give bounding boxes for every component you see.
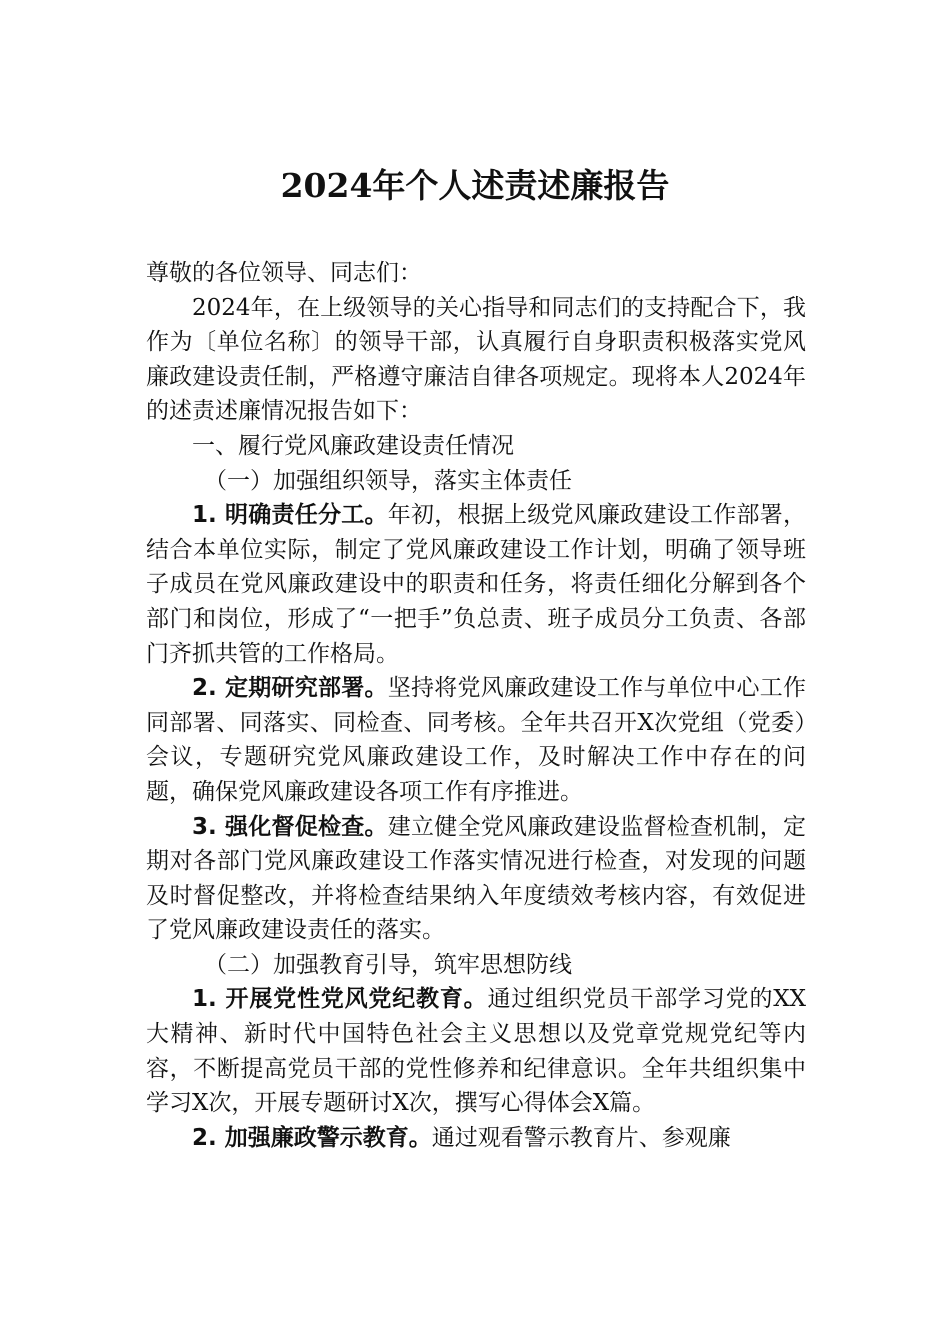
paragraph-text: 通过观看警示教育片、参观廉 (431, 1124, 731, 1151)
paragraph-text: 通过组织党员干部学习党的XX大精神、新时代中国特色社会主义思想以及党章党规党纪等内容，不断提高党员干部的党性修养和纪律意识。全年共组织集中学习X次，开展专题研讨X次，撰写心得体会X篇。 (146, 986, 806, 1117)
paragraph-lead: 2. 加强廉政警示教育。 (192, 1124, 432, 1151)
intro-paragraph: 2024年，在上级领导的关心指导和同志们的支持配合下，我作为〔单位名称〕的领导干部，认真履行自身职责积极落实党风廉政建设责任制，严格遵守廉洁自律各项规定。现将本人2024年的述责述廉情况报告如下： (146, 294, 806, 425)
paragraph-text: 坚持将党风廉政建设工作与单位中心工作同部署、同落实、同检查、同考核。全年共召开X次党组（党委）会议，专题研究党风廉政建设工作，及时解决工作中存在的问题，确保党风廉政建设各项工作有序推进。 (146, 675, 806, 805)
subsection-heading: （一）加强组织领导，落实主体责任 (204, 467, 572, 494)
paragraph-item (146, 498, 806, 671)
paragraph-lead: 1. 明确责任分工。 (192, 502, 388, 529)
paragraph-text: 建立健全党风廉政建设监督检查机制，定期对各部门党风廉政建设工作落实情况进行检查，对发现的问题及时督促整改，并将检查结果纳入年度绩效考核内容，有效促进了党风廉政建设责任的落实。 (146, 813, 806, 944)
paragraph-item (146, 1121, 806, 1156)
paragraph-lead: 3. 强化督促检查。 (192, 813, 388, 840)
paragraph-item (146, 982, 806, 1120)
document-body (146, 256, 806, 1155)
section-heading: 一、履行党风廉政建设责任情况 (192, 432, 514, 459)
paragraph-item (146, 810, 806, 948)
paragraph-text: 年初，根据上级党风廉政建设工作部署，结合本单位实际，制定了党风廉政建设工作计划，明确了领导班子成员在党风廉政建设中的职责和任务，将责任细化分解到各个部门和岗位，形成了“一把手”负总责、班子成员分工负责、各部门齐抓共管的工作格局。 (146, 502, 806, 667)
paragraph-lead: 1. 开展党性党风党纪教育。 (192, 986, 488, 1013)
subsection-heading: （二）加强教育引导，筑牢思想防线 (204, 951, 572, 978)
paragraph-item (146, 671, 806, 809)
paragraph-lead: 2. 定期研究部署。 (192, 675, 388, 702)
document-title: 2024年个人述责述廉报告 (280, 166, 670, 205)
salutation: 尊敬的各位领导、同志们： (146, 260, 422, 286)
